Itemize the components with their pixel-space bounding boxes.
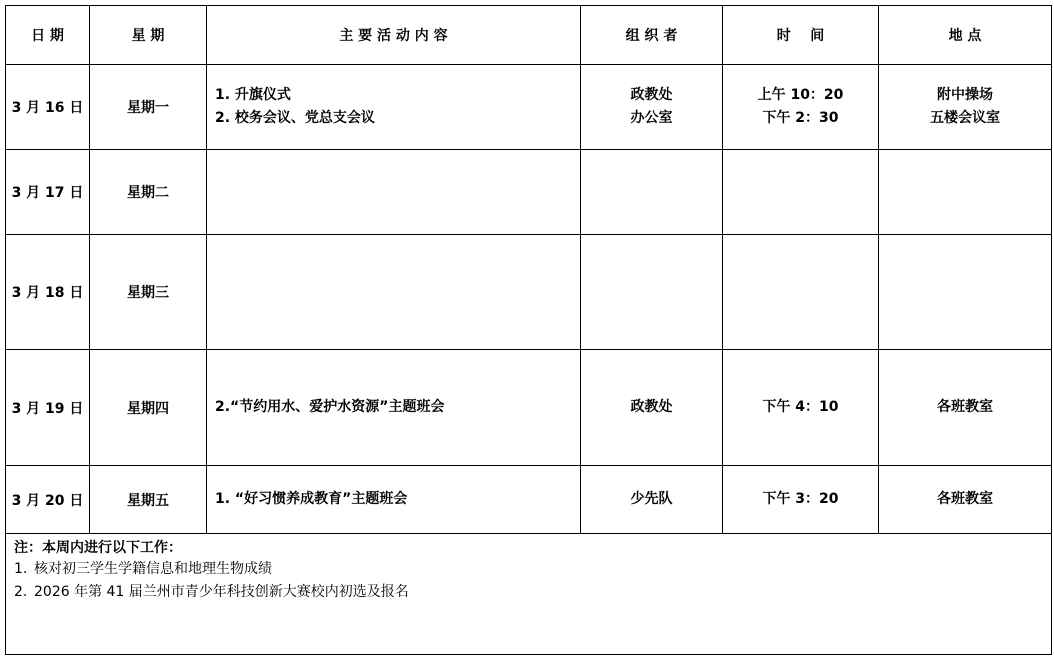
time-cell (723, 235, 879, 350)
time-cell (723, 350, 879, 466)
note-item (14, 558, 1043, 581)
location-line: 五楼会议室 (930, 110, 1000, 126)
activity-line: 1. “好习惯养成教育”主题班会 (215, 491, 408, 507)
notes-title: 注：本周内进行以下工作： (14, 540, 182, 556)
activity-cell (207, 65, 581, 150)
activity-line: 2. 校务会议、党总支会议 (215, 110, 375, 126)
location-cell (879, 150, 1052, 235)
time-line: 下午 4：10 (762, 399, 839, 415)
header-organizer: 组 织 者 (581, 6, 723, 65)
date-cell: 3 月 17 日 (6, 150, 90, 235)
note-text: 核对初三学生学籍信息和地理生物成绩 (34, 561, 272, 577)
activity-cell (207, 466, 581, 534)
weekly-schedule-table (5, 5, 1052, 655)
time-cell (723, 65, 879, 150)
note-number: 2. (14, 584, 28, 600)
weekday-cell: 星期三 (90, 235, 207, 350)
location-line: 附中操场 (937, 87, 993, 103)
date-cell: 3 月 16 日 (6, 65, 90, 150)
organizer-line: 政教处 (630, 399, 673, 415)
header-activities: 主 要 活 动 内 容 (207, 6, 581, 65)
time-line: 下午 2：30 (762, 110, 839, 126)
organizer-line: 办公室 (630, 110, 673, 126)
activity-cell (207, 235, 581, 350)
location-cell (879, 466, 1052, 534)
table-row (6, 235, 1052, 350)
header-date: 日 期 (6, 6, 90, 65)
location-line: 各班教室 (937, 491, 993, 507)
header-weekday: 星 期 (90, 6, 207, 65)
weekday-cell: 星期二 (90, 150, 207, 235)
weekday-cell: 星期四 (90, 350, 207, 466)
table-row (6, 350, 1052, 466)
organizer-cell (581, 65, 723, 150)
location-cell (879, 350, 1052, 466)
note-text: 2026 年第 41 届兰州市青少年科技创新大赛校内初选及报名 (34, 584, 409, 600)
weekday-cell: 星期五 (90, 466, 207, 534)
header-time: 时 间 (723, 6, 879, 65)
notes-cell (6, 534, 1052, 655)
location-line: 各班教室 (937, 399, 993, 415)
location-cell (879, 235, 1052, 350)
activity-cell (207, 350, 581, 466)
header-row (6, 6, 1052, 65)
location-cell (879, 65, 1052, 150)
table-row (6, 150, 1052, 235)
activity-cell (207, 150, 581, 235)
note-item (14, 581, 1043, 604)
time-line: 上午 10：20 (757, 87, 844, 103)
time-cell (723, 466, 879, 534)
table-row (6, 65, 1052, 150)
header-location: 地 点 (879, 6, 1052, 65)
time-line: 下午 3：20 (762, 491, 839, 507)
table-row (6, 466, 1052, 534)
activity-line: 1. 升旗仪式 (215, 87, 291, 103)
weekday-cell: 星期一 (90, 65, 207, 150)
organizer-line: 少先队 (630, 491, 673, 507)
activity-line: 2.“节约用水、爱护水资源”主题班会 (215, 399, 445, 415)
organizer-cell (581, 466, 723, 534)
date-cell: 3 月 20 日 (6, 466, 90, 534)
organizer-line: 政教处 (630, 87, 673, 103)
date-cell: 3 月 18 日 (6, 235, 90, 350)
date-cell: 3 月 19 日 (6, 350, 90, 466)
note-number: 1. (14, 561, 28, 577)
organizer-cell (581, 150, 723, 235)
organizer-cell (581, 235, 723, 350)
organizer-cell (581, 350, 723, 466)
time-cell (723, 150, 879, 235)
notes-row (6, 534, 1052, 655)
